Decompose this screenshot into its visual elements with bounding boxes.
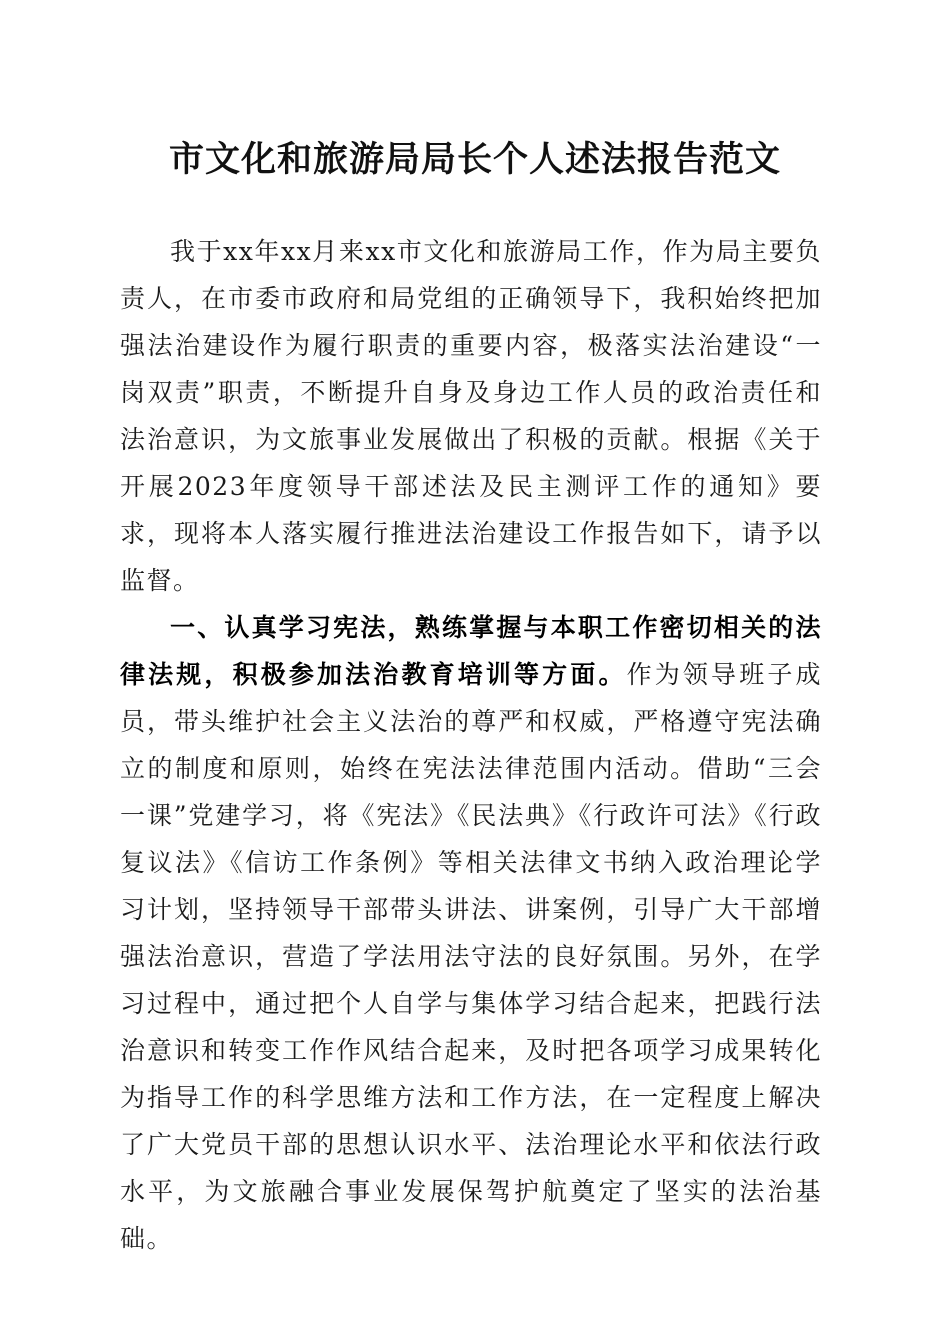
document-title: 市文化和旅游局局长个人述法报告范文	[168, 139, 781, 180]
section-one-heading: 一、认真学习宪法，熟练掌握与本职工作密切相关的法律法规，积极参加法治教育培训等方面。	[120, 613, 822, 689]
section-one-text: 作为领导班子成员，带头维护社会主义法治的尊严和权威，严格遵守宪法确立的制度和原则，始终在宪法法律范围内活动。借助“三会一课”党建学习，将《宪法》《民法典》《行政许可法》《行政复议法》《信访工作条例》等相关法律文书纳入政治理论学习计划，坚持领导干部带头讲法、讲案例，引导广大干部增强法治意识，营造了学法用法守法的良好氛围。另外，在学习过程中，通过把个人自学与集体学习结合起来，把践行法治意识和转变工作作风结合起来，及时把各项学习成果转化为指导工作的科学思维方法和工作方法，在一定程度上解决了广大党员干部的思想认识水平、法治理论水平和依法行政水平，为文旅融合事业发展保驾护航奠定了坚实的法治基础。	[120, 660, 822, 1253]
intro-paragraph	[120, 228, 822, 604]
document-body	[120, 228, 822, 1262]
section-one-paragraph	[120, 604, 822, 1262]
intro-paragraph-text: 我于xx年xx月来xx市文化和旅游局工作，作为局主要负责人，在市委市政府和局党组的正确领导下，我积始终把加强法治建设作为履行职责的重要内容，极落实法治建设“一岗双责”职责，不断提升自身及身边工作人员的政治责任和法治意识，为文旅事业发展做出了积极的贡献。根据《关于开展2023年度领导干部述法及民主测评工作的通知》要求，现将本人落实履行推进法治建设工作报告如下，请予以监督。	[120, 237, 822, 595]
